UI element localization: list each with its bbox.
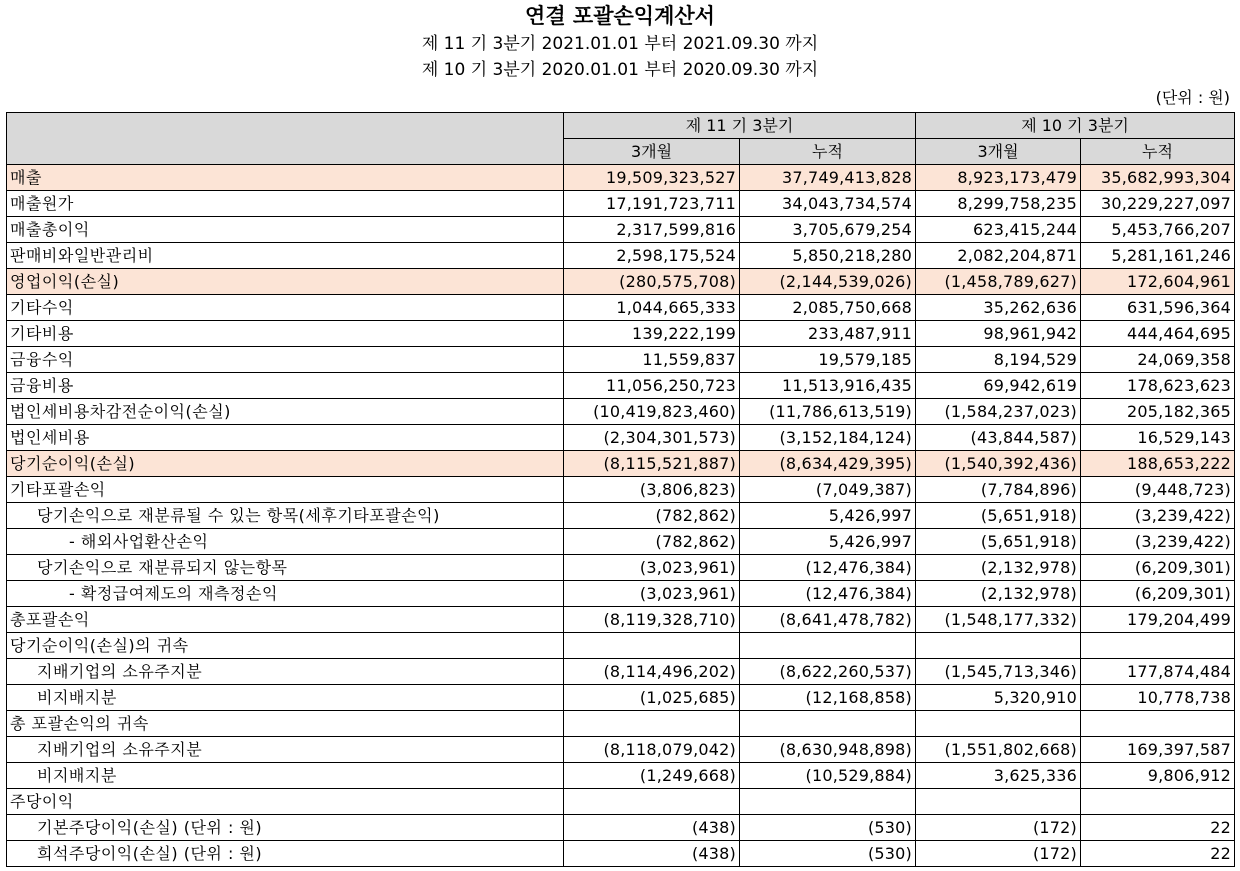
value-prior-cumulative: 24,069,358 (1081, 347, 1235, 373)
table-row (7, 555, 1235, 581)
value-prior-3m: 8,923,173,479 (916, 165, 1081, 191)
table-row (7, 243, 1235, 269)
value-prior-3m: (43,844,587) (916, 425, 1081, 451)
value-prior-cumulative (1081, 711, 1235, 737)
value-prior-3m: 2,082,204,871 (916, 243, 1081, 269)
table-row (7, 451, 1235, 477)
value-current-cumulative: 233,487,911 (740, 321, 916, 347)
value-prior-cumulative: 16,529,143 (1081, 425, 1235, 451)
row-label: 기타수익 (7, 295, 564, 321)
value-prior-cumulative: 35,682,993,304 (1081, 165, 1235, 191)
value-current-3m: (438) (564, 815, 740, 841)
row-label: 비지배지분 (7, 685, 564, 711)
value-current-cumulative: (7,049,387) (740, 477, 916, 503)
value-current-cumulative: (8,622,260,537) (740, 659, 916, 685)
value-prior-cumulative: 22 (1081, 815, 1235, 841)
value-prior-3m: (1,584,237,023) (916, 399, 1081, 425)
value-current-cumulative: (2,144,539,026) (740, 269, 916, 295)
value-prior-cumulative: (3,239,422) (1081, 503, 1235, 529)
value-current-3m: (10,419,823,460) (564, 399, 740, 425)
row-label: - 해외사업환산손익 (7, 529, 564, 555)
group-header-current: 제 11 기 3분기 (564, 113, 916, 139)
value-current-cumulative: 5,850,218,280 (740, 243, 916, 269)
value-prior-cumulative: 9,806,912 (1081, 763, 1235, 789)
table-row (7, 685, 1235, 711)
value-current-cumulative: 3,705,679,254 (740, 217, 916, 243)
value-current-cumulative (740, 789, 916, 815)
value-prior-3m: (5,651,918) (916, 503, 1081, 529)
value-prior-cumulative: 444,464,695 (1081, 321, 1235, 347)
value-current-3m: (1,249,668) (564, 763, 740, 789)
value-prior-3m: (1,548,177,332) (916, 607, 1081, 633)
row-label: 당기손익으로 재분류되지 않는항목 (7, 555, 564, 581)
value-prior-3m: (172) (916, 841, 1081, 867)
row-label: 주당이익 (7, 789, 564, 815)
value-current-3m: (8,114,496,202) (564, 659, 740, 685)
value-prior-3m: (1,551,802,668) (916, 737, 1081, 763)
row-label: 금융비용 (7, 373, 564, 399)
value-current-cumulative: 37,749,413,828 (740, 165, 916, 191)
value-current-cumulative: 5,426,997 (740, 529, 916, 555)
row-label: 매출총이익 (7, 217, 564, 243)
table-row (7, 529, 1235, 555)
value-prior-3m: (5,651,918) (916, 529, 1081, 555)
value-prior-cumulative: 631,596,364 (1081, 295, 1235, 321)
row-label: 판매비와일반관리비 (7, 243, 564, 269)
account-header-cell (7, 113, 564, 165)
table-row (7, 295, 1235, 321)
value-prior-3m: 623,415,244 (916, 217, 1081, 243)
value-current-3m: (2,304,301,573) (564, 425, 740, 451)
value-prior-3m: 8,194,529 (916, 347, 1081, 373)
value-prior-3m: (1,540,392,436) (916, 451, 1081, 477)
row-label: 금융수익 (7, 347, 564, 373)
value-prior-cumulative: 30,229,227,097 (1081, 191, 1235, 217)
value-current-cumulative: (10,529,884) (740, 763, 916, 789)
value-current-cumulative: (11,786,613,519) (740, 399, 916, 425)
value-prior-cumulative (1081, 789, 1235, 815)
table-row (7, 763, 1235, 789)
row-label: 당기순이익(손실) (7, 451, 564, 477)
unit-label: (단위 : 원) (1155, 88, 1230, 107)
value-prior-3m: 5,320,910 (916, 685, 1081, 711)
period-current: 제 11 기 3분기 2021.01.01 부터 2021.09.30 까지 (421, 34, 819, 54)
table-row (7, 659, 1235, 685)
value-prior-cumulative: 188,653,222 (1081, 451, 1235, 477)
value-prior-3m: 98,961,942 (916, 321, 1081, 347)
row-label: 기타포괄손익 (7, 477, 564, 503)
row-label: 총 포괄손익의 귀속 (7, 711, 564, 737)
value-prior-cumulative: (9,448,723) (1081, 477, 1235, 503)
table-row (7, 373, 1235, 399)
table-row (7, 191, 1235, 217)
value-current-cumulative: 5,426,997 (740, 503, 916, 529)
value-current-3m: (280,575,708) (564, 269, 740, 295)
value-current-3m (564, 633, 740, 659)
row-label: 매출원가 (7, 191, 564, 217)
value-prior-cumulative: (6,209,301) (1081, 555, 1235, 581)
table-row (7, 581, 1235, 607)
row-label: 기본주당이익(손실) (단위 : 원) (7, 815, 564, 841)
table-row (7, 633, 1235, 659)
value-current-cumulative: 34,043,734,574 (740, 191, 916, 217)
value-current-3m: 11,056,250,723 (564, 373, 740, 399)
value-current-cumulative: (3,152,184,124) (740, 425, 916, 451)
value-prior-3m: (1,458,789,627) (916, 269, 1081, 295)
value-prior-cumulative: 5,281,161,246 (1081, 243, 1235, 269)
value-current-3m: 2,317,599,816 (564, 217, 740, 243)
table-row (7, 425, 1235, 451)
value-current-3m: (3,023,961) (564, 555, 740, 581)
value-current-3m: (3,806,823) (564, 477, 740, 503)
subheader-current-3m: 3개월 (564, 139, 740, 165)
value-current-cumulative: (530) (740, 815, 916, 841)
value-current-3m: 2,598,175,524 (564, 243, 740, 269)
period-prior: 제 10 기 3분기 2020.01.01 부터 2020.09.30 까지 (421, 60, 819, 80)
value-prior-3m (916, 789, 1081, 815)
value-current-3m: (782,862) (564, 503, 740, 529)
value-prior-cumulative: 178,623,623 (1081, 373, 1235, 399)
value-prior-3m: 35,262,636 (916, 295, 1081, 321)
table-row (7, 503, 1235, 529)
value-prior-cumulative: 169,397,587 (1081, 737, 1235, 763)
value-current-3m: 139,222,199 (564, 321, 740, 347)
value-prior-3m: 69,942,619 (916, 373, 1081, 399)
row-label: 지배기업의 소유주지분 (7, 737, 564, 763)
value-prior-cumulative: (6,209,301) (1081, 581, 1235, 607)
table-row (7, 815, 1235, 841)
row-label: 법인세비용차감전순이익(손실) (7, 399, 564, 425)
row-label: 당기순이익(손실)의 귀속 (7, 633, 564, 659)
value-prior-3m: 8,299,758,235 (916, 191, 1081, 217)
table-row (7, 165, 1235, 191)
value-prior-cumulative (1081, 633, 1235, 659)
value-prior-cumulative: 179,204,499 (1081, 607, 1235, 633)
group-header-prior: 제 10 기 3분기 (916, 113, 1235, 139)
value-current-3m: (3,023,961) (564, 581, 740, 607)
value-current-cumulative: (530) (740, 841, 916, 867)
value-current-3m (564, 711, 740, 737)
table-row (7, 711, 1235, 737)
value-prior-cumulative: (3,239,422) (1081, 529, 1235, 555)
value-current-3m: (782,862) (564, 529, 740, 555)
value-prior-cumulative: 10,778,738 (1081, 685, 1235, 711)
value-prior-3m: (2,132,978) (916, 555, 1081, 581)
value-current-3m: (8,119,328,710) (564, 607, 740, 633)
row-label: 매출 (7, 165, 564, 191)
table-row (7, 217, 1235, 243)
statement-title: 연결 포괄손익계산서 (525, 4, 715, 28)
value-current-3m: (438) (564, 841, 740, 867)
value-prior-cumulative: 177,874,484 (1081, 659, 1235, 685)
row-label: 지배기업의 소유주지분 (7, 659, 564, 685)
value-prior-cumulative: 172,604,961 (1081, 269, 1235, 295)
value-current-cumulative: (8,630,948,898) (740, 737, 916, 763)
table-row (7, 789, 1235, 815)
value-current-3m: 19,509,323,527 (564, 165, 740, 191)
table-row (7, 399, 1235, 425)
value-prior-3m: (172) (916, 815, 1081, 841)
income-statement-table (6, 112, 1235, 867)
subheader-prior-cumulative: 누적 (1081, 139, 1235, 165)
table-row (7, 269, 1235, 295)
row-label: 총포괄손익 (7, 607, 564, 633)
table-row (7, 607, 1235, 633)
value-current-cumulative: (8,641,478,782) (740, 607, 916, 633)
value-current-cumulative (740, 633, 916, 659)
value-current-cumulative: 11,513,916,435 (740, 373, 916, 399)
table-row (7, 737, 1235, 763)
row-label: 비지배지분 (7, 763, 564, 789)
value-current-cumulative: 2,085,750,668 (740, 295, 916, 321)
value-current-3m: 11,559,837 (564, 347, 740, 373)
row-label: 희석주당이익(손실) (단위 : 원) (7, 841, 564, 867)
subheader-current-cumulative: 누적 (740, 139, 916, 165)
table-row (7, 477, 1235, 503)
value-current-cumulative: (12,168,858) (740, 685, 916, 711)
table-row (7, 321, 1235, 347)
value-prior-3m: (1,545,713,346) (916, 659, 1081, 685)
value-current-cumulative: (8,634,429,395) (740, 451, 916, 477)
row-label: 당기손익으로 재분류될 수 있는 항목(세후기타포괄손익) (7, 503, 564, 529)
value-current-3m: 1,044,665,333 (564, 295, 740, 321)
value-current-3m: (8,118,079,042) (564, 737, 740, 763)
value-current-cumulative (740, 711, 916, 737)
value-current-3m: 17,191,723,711 (564, 191, 740, 217)
value-prior-3m (916, 633, 1081, 659)
value-prior-cumulative: 205,182,365 (1081, 399, 1235, 425)
row-label: 영업이익(손실) (7, 269, 564, 295)
row-label: 기타비용 (7, 321, 564, 347)
value-prior-cumulative: 5,453,766,207 (1081, 217, 1235, 243)
value-prior-3m: (2,132,978) (916, 581, 1081, 607)
row-label: - 확정급여제도의 재측정손익 (7, 581, 564, 607)
row-label: 법인세비용 (7, 425, 564, 451)
value-current-3m (564, 789, 740, 815)
value-prior-3m (916, 711, 1081, 737)
value-current-cumulative: 19,579,185 (740, 347, 916, 373)
value-prior-cumulative: 22 (1081, 841, 1235, 867)
subheader-prior-3m: 3개월 (916, 139, 1081, 165)
value-prior-3m: 3,625,336 (916, 763, 1081, 789)
value-current-cumulative: (12,476,384) (740, 581, 916, 607)
value-current-cumulative: (12,476,384) (740, 555, 916, 581)
value-current-3m: (8,115,521,887) (564, 451, 740, 477)
table-body (7, 165, 1235, 867)
value-prior-3m: (7,784,896) (916, 477, 1081, 503)
table-row (7, 347, 1235, 373)
value-current-3m: (1,025,685) (564, 685, 740, 711)
table-row (7, 841, 1235, 867)
